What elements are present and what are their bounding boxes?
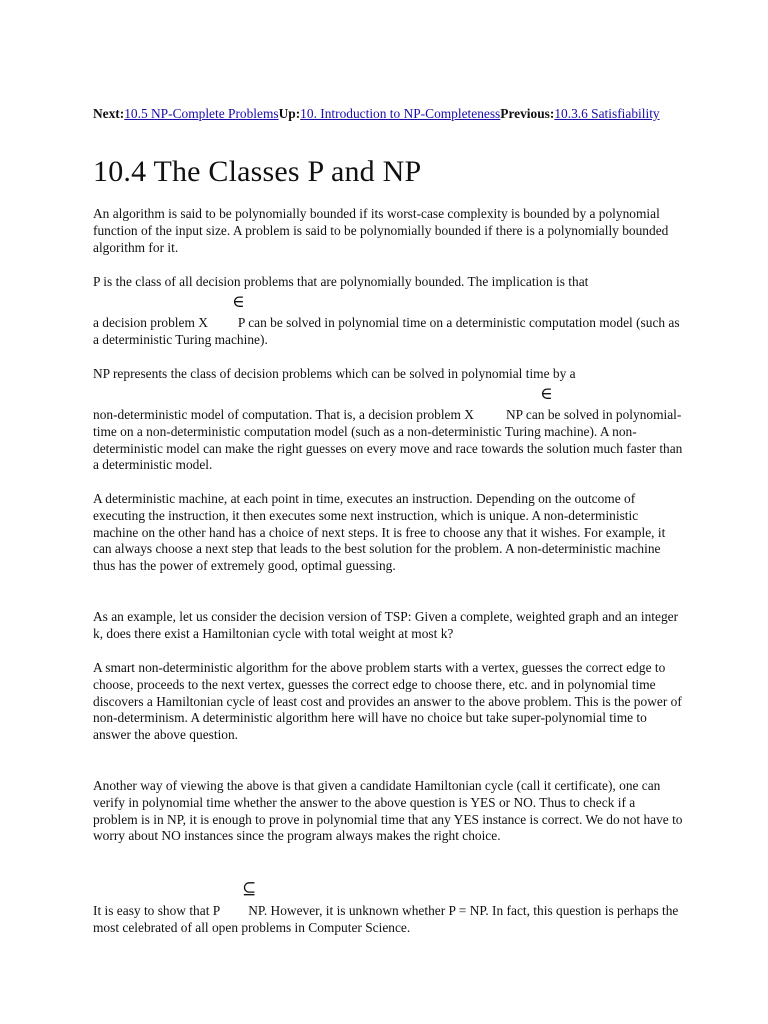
element-of-symbol-1: ∈ xyxy=(232,292,245,312)
up-label: Up: xyxy=(278,106,301,121)
paragraph-p-vs-np xyxy=(93,903,683,937)
paragraph-polynomially-bounded: An algorithm is said to be polynomially bounded if its worst-case complexity is bounded by a polynomial function of the input size. A problem is said to be polynomially bounded if there is a polynomially bounded algorithm for it. xyxy=(93,206,669,255)
paragraph-smart-algorithm: A smart non-deterministic algorithm for the above problem starts with a vertex, guesses the correct edge to choose, proceeds to the next vertex, guesses the correct edge to choose there, etc. and in polynomial time discovers a Hamiltonian cycle of least cost and provides an answer to the above problem. This is the power of non-determinism. A deterministic algorithm here will have no choice but take super-polynomial time to answer the above question. xyxy=(93,660,682,743)
paragraph-class-p-body xyxy=(93,315,683,349)
next-label: Next: xyxy=(93,106,125,121)
subset-eq-symbol: ⊆ xyxy=(242,879,257,899)
paragraph-class-np-body xyxy=(93,407,683,474)
p-vs-np-text-pre: It is easy to show that P xyxy=(93,903,221,918)
page-title: 10.4 The Classes P and NP xyxy=(93,155,422,188)
previous-label: Previous: xyxy=(500,106,555,121)
previous-link[interactable]: 10.3.6 Satisfiability xyxy=(554,106,660,121)
up-link[interactable]: 10. Introduction to NP-Completeness xyxy=(300,106,501,121)
class-p-text-post: P can be solved in polynomial time on a deterministic computation model (such as a deterministic Turing machine). xyxy=(93,315,680,347)
element-of-symbol-2: ∈ xyxy=(540,384,553,404)
paragraph-class-p-line1: P is the class of all decision problems that are polynomially bounded. The implication is that xyxy=(93,274,589,289)
navigation-bar xyxy=(93,105,673,122)
next-link[interactable]: 10.5 NP-Complete Problems xyxy=(124,106,279,121)
class-p-text-pre: a decision problem X xyxy=(93,315,208,330)
paragraph-class-np-line1: NP represents the class of decision problems which can be solved in polynomial time by a xyxy=(93,366,576,381)
class-np-text-pre: non-deterministic model of computation. That is, a decision problem X xyxy=(93,407,474,422)
p-vs-np-text-post: NP. However, it is unknown whether P = NP. In fact, this question is perhaps the most celebrated of all open problems in Computer Science. xyxy=(93,903,679,935)
paragraph-deterministic-machine: A deterministic machine, at each point in time, executes an instruction. Depending on the outcome of executing the instruction, it then executes some next instruction, which is unique. A non-deterministic machine on the other hand has a choice of next steps. It is free to choose any that it wishes. For example, it can always choose a next step that leads to the best solution for the problem. A non-deterministic machine thus has the power of extremely good, optimal guessing. xyxy=(93,491,666,574)
paragraph-tsp-example: As an example, let us consider the decision version of TSP: Given a complete, weighted graph and an integer k, does there exist a Hamiltonian cycle with total weight at most k? xyxy=(93,609,679,641)
class-np-text-post: NP can be solved in polynomial-time on a non-deterministic computation model (such as a non-deterministic Turing machine). A non-deterministic model can make the right guesses on every move and race towards the solution much faster than a deterministic model. xyxy=(93,407,683,473)
paragraph-certificate: Another way of viewing the above is that given a candidate Hamiltonian cycle (call it certificate), one can verify in polynomial time whether the answer to the above question is YES or NO. Thus to check if a problem is in NP, it is enough to prove in polynomial time that any YES instance is correct. We do not have to worry about NO instances since the program always makes the right choice. xyxy=(93,778,683,844)
